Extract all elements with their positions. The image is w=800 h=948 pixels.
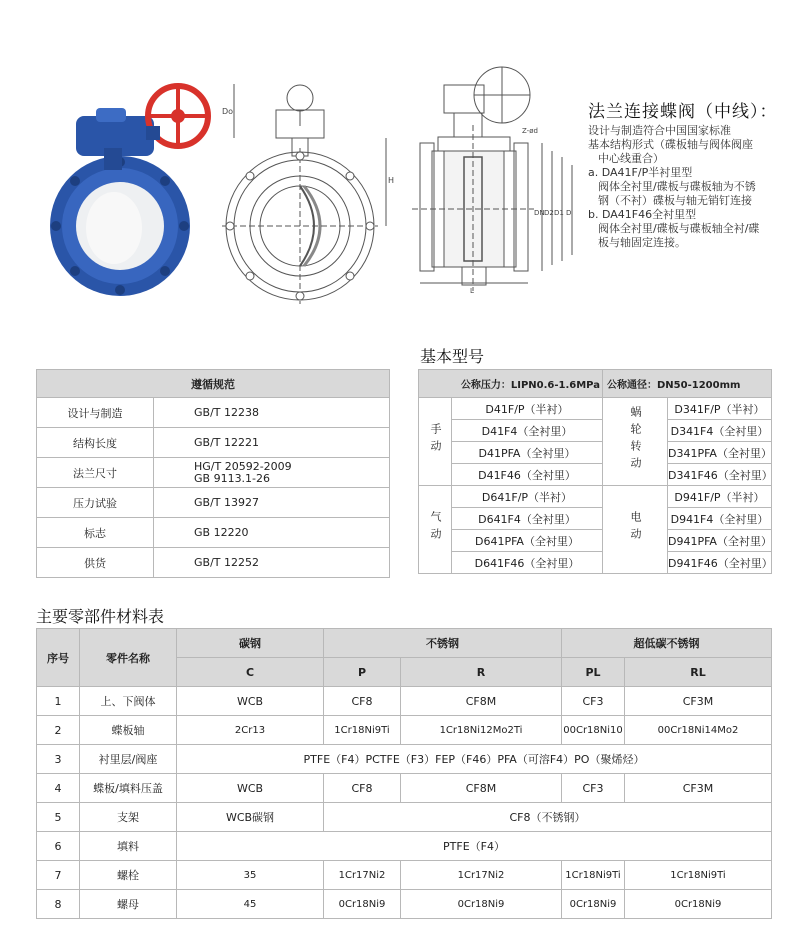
cell: CF8M [401, 687, 562, 716]
model-cell: D341F46（全衬里） [668, 464, 772, 486]
table-row [37, 548, 390, 578]
col-no-header: 序号 [37, 629, 80, 687]
valve-photo [38, 78, 213, 308]
carbon-header: 碳钢 [177, 629, 324, 658]
table-row [419, 398, 772, 420]
model-cell: D941PFA（全衬里） [668, 530, 772, 552]
desc-line: b. DA41F46全衬里型 [588, 208, 697, 221]
part-name: 上、下阀体 [80, 687, 177, 716]
cell: 1Cr18Ni9Ti [562, 861, 625, 890]
desc-line: 阀体全衬里/碟板与碟板轴为不锈 [598, 180, 756, 193]
desc-line: 设计与制造符合中国国家标准 [588, 124, 731, 137]
pressure-header: 公称压力：LIPN0.6-1.6MPa [419, 370, 603, 398]
cell: 1Cr17Ni2 [324, 861, 401, 890]
drive-label: 气动 [429, 511, 442, 545]
col-pl-header: PL [562, 658, 625, 687]
table-row [37, 398, 390, 428]
model-cell: D641PFA（全衬里） [452, 530, 603, 552]
model-cell: D41F/P（半衬） [452, 398, 603, 420]
cell: CF3 [562, 774, 625, 803]
model-cell: D341PFA（全衬里） [668, 442, 772, 464]
cell: 1Cr18Ni9Ti [324, 716, 401, 745]
part-name: 蝶板/填料压盖 [80, 774, 177, 803]
row-no: 2 [37, 716, 80, 745]
part-name: 螺栓 [80, 861, 177, 890]
table-row [37, 488, 390, 518]
standard-label: 标志 [37, 518, 154, 548]
cell: CF3M [625, 774, 772, 803]
models-title: 基本型号 [420, 347, 485, 366]
table-row [37, 428, 390, 458]
drive-label: 手动 [429, 423, 442, 457]
model-cell: D641F/P（半衬） [452, 486, 603, 508]
model-cell: D941F46（全衬里） [668, 552, 772, 574]
model-cell: D41F4（全衬里） [452, 420, 603, 442]
d-label: D [566, 209, 572, 217]
models-table [418, 369, 772, 574]
model-cell: D341F4（全衬里） [668, 420, 772, 442]
model-cell: D41F46（全衬里） [452, 464, 603, 486]
drive-label: 电动 [629, 511, 642, 545]
part-name: 蝶板轴 [80, 716, 177, 745]
cell: 0Cr18Ni9 [401, 890, 562, 919]
stainless-header: 不锈钢 [324, 629, 562, 658]
dn-label: DN [534, 209, 545, 217]
part-name: 螺母 [80, 890, 177, 919]
front-view-drawing [218, 78, 398, 308]
desc-line: 中心线重合） [598, 152, 664, 165]
model-cell: D341F/P（半衬） [668, 398, 772, 420]
standard-label: 供货 [37, 548, 154, 578]
col-c-header: C [177, 658, 324, 687]
table-row [37, 832, 772, 861]
standard-label: 设计与制造 [37, 398, 154, 428]
standard-label: 结构长度 [37, 428, 154, 458]
cell: CF8（不锈钢） [324, 803, 772, 832]
table-row [37, 518, 390, 548]
desc-line: 板与轴固定连接。 [598, 236, 686, 249]
desc-line: 阀体全衬里/碟板与碟板轴全衬/碟 [598, 222, 760, 235]
cell: PTFE（F4） [177, 832, 772, 861]
table-row [37, 716, 772, 745]
table-row [37, 687, 772, 716]
table-row [419, 508, 772, 530]
model-cell: D641F46（全衬里） [452, 552, 603, 574]
cell: 45 [177, 890, 324, 919]
cell: 1Cr17Ni2 [401, 861, 562, 890]
col-rl-header: RL [625, 658, 772, 687]
materials-title: 主要零部件材料表 [36, 607, 165, 626]
cell: 00Cr18Ni14Mo2 [625, 716, 772, 745]
table-row [419, 420, 772, 442]
row-no: 3 [37, 745, 80, 774]
cell: 1Cr18Ni12Mo2Ti [401, 716, 562, 745]
cell: CF8 [324, 774, 401, 803]
cell: 1Cr18Ni9Ti [625, 861, 772, 890]
model-cell: D941F4（全衬里） [668, 508, 772, 530]
cell: CF8M [401, 774, 562, 803]
cell: 35 [177, 861, 324, 890]
low-carbon-header: 超低碳不锈钢 [562, 629, 772, 658]
standard-value: GB/T 12252 [154, 548, 390, 578]
l-label: L [470, 287, 474, 295]
model-cell: D941F/P（半衬） [668, 486, 772, 508]
cell: WCB [177, 687, 324, 716]
product-title: 法兰连接蝶阀（中线）： [588, 102, 778, 122]
materials-table [36, 628, 772, 919]
cell: 00Cr18Ni10 [562, 716, 625, 745]
row-no: 8 [37, 890, 80, 919]
standard-value: GB/T 13927 [154, 488, 390, 518]
table-row [37, 803, 772, 832]
standards-header: 遵循规范 [37, 370, 390, 398]
table-row [419, 530, 772, 552]
table-row [419, 464, 772, 486]
desc-line: 基本结构形式（碟板轴与阀体阀座 [588, 138, 753, 151]
standard-label: 压力试验 [37, 488, 154, 518]
do-label: Do [222, 107, 234, 116]
standard-label: 法兰尺寸 [37, 458, 154, 488]
row-no: 6 [37, 832, 80, 861]
standards-table [36, 369, 390, 578]
model-cell: D41PFA（全衬里） [452, 442, 603, 464]
table-row [37, 774, 772, 803]
desc-line: a. DA41F/P半衬里型 [588, 166, 693, 179]
cell: 0Cr18Ni9 [625, 890, 772, 919]
standard-value: GB/T 12221 [154, 428, 390, 458]
col-part-header: 零件名称 [80, 629, 177, 687]
row-no: 4 [37, 774, 80, 803]
cell: 0Cr18Ni9 [562, 890, 625, 919]
h-label: H [388, 176, 395, 185]
diameter-header: 公称通径：DN50-1200mm [603, 370, 772, 398]
cell: CF8 [324, 687, 401, 716]
side-section-drawing [410, 65, 580, 295]
cell: WCB碳钢 [177, 803, 324, 832]
drive-label: 蜗轮转动 [629, 406, 642, 474]
part-name: 支架 [80, 803, 177, 832]
cell: 0Cr18Ni9 [324, 890, 401, 919]
row-no: 5 [37, 803, 80, 832]
table-row [419, 486, 772, 508]
row-no: 7 [37, 861, 80, 890]
table-row [419, 442, 772, 464]
cell: PTFE（F4）PCTFE（F3）FEP（F46）PFA（可溶F4）PO（聚烯烃） [177, 745, 772, 774]
d2-label: D2 [544, 209, 554, 217]
d1-label: D1 [554, 209, 564, 217]
product-description [588, 124, 793, 250]
cell: CF3M [625, 687, 772, 716]
col-r-header: R [401, 658, 562, 687]
cell: CF3 [562, 687, 625, 716]
desc-line: 钢（不衬）碟板与轴无销钉连接 [598, 194, 752, 207]
z-label: Z-ød [522, 127, 538, 135]
row-no: 1 [37, 687, 80, 716]
standard-value: GB 12220 [154, 518, 390, 548]
cell: WCB [177, 774, 324, 803]
cell: 2Cr13 [177, 716, 324, 745]
col-p-header: P [324, 658, 401, 687]
part-name: 衬里层/阀座 [80, 745, 177, 774]
model-cell: D641F4（全衬里） [452, 508, 603, 530]
table-row [37, 745, 772, 774]
part-name: 填料 [80, 832, 177, 861]
table-row [37, 890, 772, 919]
table-row [37, 861, 772, 890]
table-row [419, 552, 772, 574]
table-row [37, 458, 390, 488]
standard-value: GB/T 12238 [154, 398, 390, 428]
standard-value: HG/T 20592-2009 GB 9113.1-26 [154, 458, 390, 488]
